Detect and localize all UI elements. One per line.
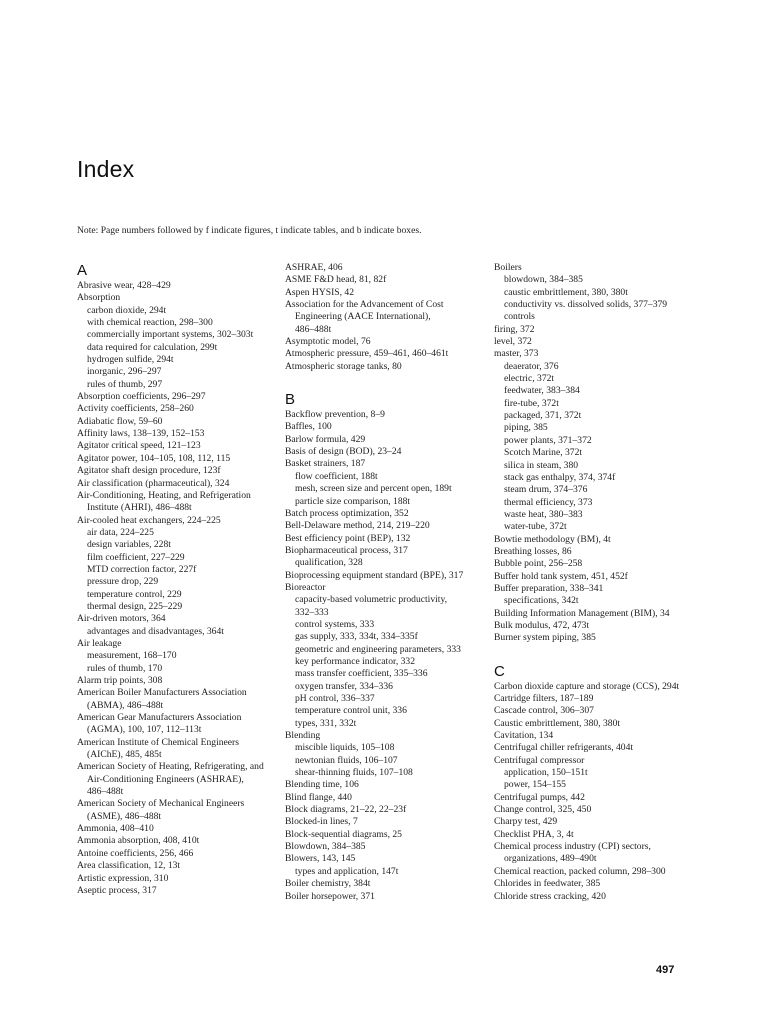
index-subentry: inorganic, 296–297 — [87, 366, 162, 378]
index-entry: Caustic embrittlement, 380, 380t — [494, 717, 621, 729]
index-subentry: oxygen transfer, 334–336 — [295, 680, 393, 692]
index-entry: Aspen HYSIS, 42 — [285, 286, 355, 298]
index-subentry: fire-tube, 372t — [504, 397, 559, 409]
index-subentry: newtonian fluids, 106–107 — [295, 754, 398, 766]
index-entry: Change control, 325, 450 — [494, 804, 592, 816]
index-entry: Abrasive wear, 428–429 — [77, 280, 171, 291]
index-entry: Blind flange, 440 — [285, 791, 352, 803]
index-subentry: film coefficient, 227–229 — [87, 551, 185, 563]
index-entry: Asymptotic model, 76 — [285, 336, 371, 348]
index-subentry: piping, 385 — [504, 422, 548, 434]
index-column-3 — [494, 262, 694, 903]
index-subentry: Air-Conditioning Engineers (ASHRAE), — [87, 773, 244, 785]
index-entry: firing, 372 — [494, 323, 535, 335]
index-subentry: (AIChE), 485, 485t — [87, 749, 162, 761]
index-subentry: mesh, screen size and percent open, 189t — [295, 483, 452, 495]
index-subentry: data required for calculation, 299t — [87, 341, 218, 353]
index-entry: Blowdown, 384–385 — [285, 841, 366, 853]
index-entry: Atmospheric pressure, 459–461, 460–461t — [285, 348, 449, 360]
page-title: Index — [77, 156, 135, 182]
index-subentry: Scotch Marine, 372t — [504, 447, 583, 459]
index-entry: Centrifugal pumps, 442 — [494, 791, 585, 803]
index-entry: Agitator shaft design procedure, 123f — [77, 465, 221, 477]
section-letter: A — [77, 262, 88, 279]
index-entry: Agitator power, 104–105, 108, 112, 115 — [77, 452, 231, 464]
index-subentry: carbon dioxide, 294t — [87, 304, 167, 316]
index-subentry: packaged, 371, 372t — [504, 410, 582, 422]
section-letter: C — [494, 662, 505, 680]
index-subentry: gas supply, 333, 334t, 334–335f — [295, 631, 418, 643]
index-entry: Activity coefficients, 258–260 — [77, 403, 194, 415]
index-entry: Aseptic process, 317 — [77, 884, 157, 896]
index-entry: Absorption — [77, 292, 121, 304]
index-subentry: controls — [504, 311, 535, 323]
index-column-2 — [285, 262, 485, 903]
index-entry: Breathing losses, 86 — [494, 545, 572, 557]
index-subentry: deaerator, 376 — [504, 360, 559, 372]
index-subentry: application, 150–151t — [504, 767, 588, 779]
index-subentry: particle size comparison, 188t — [295, 495, 411, 507]
index-entry: Chemical process industry (CPI) sectors, — [494, 841, 651, 853]
index-subentry: types and application, 147t — [295, 865, 399, 877]
section-letter: B — [285, 391, 296, 409]
index-entry: Adiabatic flow, 59–60 — [77, 415, 163, 427]
index-column-1 — [77, 262, 277, 897]
index-subentry: capacity-based volumetric productivity, — [295, 594, 448, 606]
index-entry: Antoine coefficients, 256, 466 — [77, 847, 194, 859]
index-entry: Blending — [285, 730, 321, 742]
index-subentry: mass transfer coefficient, 335–336 — [295, 668, 428, 680]
index-entry: Atmospheric storage tanks, 80 — [285, 360, 402, 372]
section-gap — [285, 373, 485, 391]
index-subentry: thermal design, 225–229 — [87, 600, 183, 612]
index-entry: Best efficiency point (BEP), 132 — [285, 532, 411, 544]
index-entry: Air leakage — [77, 637, 122, 649]
index-entry: Cavitation, 134 — [494, 730, 554, 742]
index-subentry: feedwater, 383–384 — [504, 385, 580, 397]
index-subentry: waste heat, 380–383 — [504, 508, 583, 520]
index-entry: Building Information Management (BIM), 34 — [494, 607, 670, 619]
index-entry: Baffles, 100 — [285, 421, 332, 433]
index-entry: Association for the Advancement of Cost — [285, 299, 444, 311]
index-subentry: (ASME), 486–488t — [87, 810, 162, 822]
index-subentry: temperature control unit, 336 — [295, 705, 407, 717]
index-entry: Centrifugal compressor — [494, 754, 585, 766]
index-entry: Buffer hold tank system, 451, 452f — [494, 570, 628, 582]
index-subentry: design variables, 228t — [87, 539, 171, 551]
index-entry: Chemical reaction, packed column, 298–300 — [494, 865, 666, 877]
section-gap — [494, 645, 694, 663]
index-entry: Basket strainers, 187 — [285, 458, 366, 470]
index-entry: Cascade control, 306–307 — [494, 705, 594, 717]
index-entry: Barlow formula, 429 — [285, 433, 366, 445]
index-subentry: 332–333 — [295, 606, 329, 618]
index-entry: American Society of Mechanical Engineers — [77, 798, 245, 810]
index-entry: Bell-Delaware method, 214, 219–220 — [285, 520, 430, 532]
index-entry: Absorption coefficients, 296–297 — [77, 391, 206, 403]
index-subentry: qualification, 328 — [295, 557, 363, 569]
index-entry: Bioprocessing equipment standard (BPE), 317 — [285, 569, 464, 581]
index-subentry: steam drum, 374–376 — [504, 484, 588, 496]
index-subentry: Institute (AHRI), 486–488t — [87, 502, 192, 514]
page-number: 497 — [656, 964, 675, 976]
index-entry: Area classification, 12, 13t — [77, 860, 181, 872]
index-entry: Bowtie methodology (BM), 4t — [494, 533, 611, 545]
index-note: Note: Page numbers followed by f indicate figures, t indicate tables, and b indicate boxes. — [77, 225, 422, 236]
index-entry: Charpy test, 429 — [494, 816, 558, 828]
index-entry: ASME F&D head, 81, 82f — [285, 274, 387, 286]
index-entry: Centrifugal chiller refrigerants, 404t — [494, 742, 634, 754]
index-entry: Air classification (pharmaceutical), 324 — [77, 477, 230, 489]
index-entry: Boiler chemistry, 384t — [285, 878, 371, 890]
index-subentry: pressure drop, 229 — [87, 576, 159, 588]
index-entry: master, 373 — [494, 348, 539, 360]
index-entry: Bioreactor — [285, 581, 326, 593]
index-entry: Air-cooled heat exchangers, 224–225 — [77, 514, 221, 526]
index-subentry: water-tube, 372t — [504, 521, 567, 533]
index-subentry: caustic embrittlement, 380, 380t — [504, 286, 628, 298]
index-entry: American Boiler Manufacturers Association — [77, 687, 247, 699]
index-subentry: geometric and engineering parameters, 333 — [295, 643, 461, 655]
index-subentry: MTD correction factor, 227f — [87, 563, 197, 575]
index-entry: Air-Conditioning, Heating, and Refrigeration — [77, 489, 251, 501]
index-subentry: flow coefficient, 188t — [295, 470, 378, 482]
index-entry: Burner system piping, 385 — [494, 632, 596, 644]
index-entry: Basis of design (BOD), 23–24 — [285, 446, 402, 458]
index-entry: Block diagrams, 21–22, 22–23f — [285, 804, 407, 816]
index-subentry: pH control, 336–337 — [295, 693, 375, 704]
index-entry: Chloride stress cracking, 420 — [494, 890, 606, 902]
index-entry: Artistic expression, 310 — [77, 872, 169, 884]
index-entry: ASHRAE, 406 — [285, 262, 343, 273]
index-subentry: rules of thumb, 297 — [87, 378, 163, 390]
index-entry: Backflow prevention, 8–9 — [285, 409, 385, 421]
index-entry: Alarm trip points, 308 — [77, 675, 163, 686]
index-subentry: types, 331, 332t — [295, 717, 357, 729]
index-subentry: measurement, 168–170 — [87, 650, 177, 662]
index-subentry: miscible liquids, 105–108 — [295, 742, 395, 754]
index-entry: American Gear Manufacturers Association — [77, 712, 242, 724]
index-subentry: shear-thinning fluids, 107–108 — [295, 767, 413, 779]
index-subentry: commercially important systems, 302–303t — [87, 329, 254, 341]
index-entry: Bubble point, 256–258 — [494, 558, 583, 570]
index-entry: Boiler horsepower, 371 — [285, 890, 375, 902]
index-subentry: control systems, 333 — [295, 618, 375, 630]
index-subentry: 486–488t — [87, 786, 124, 798]
index-entry: Buffer preparation, 338–341 — [494, 582, 604, 594]
index-subentry: temperature control, 229 — [87, 588, 182, 600]
index-entry: Air-driven motors, 364 — [77, 613, 166, 625]
index-entry: Ammonia absorption, 408, 410t — [77, 835, 200, 847]
index-subentry: hydrogen sulfide, 294t — [87, 354, 174, 366]
index-subentry: thermal efficiency, 373 — [504, 496, 593, 508]
index-subentry: key performance indicator, 332 — [295, 655, 416, 667]
index-entry: Affinity laws, 138–139, 152–153 — [77, 428, 205, 440]
index-entry: Block-sequential diagrams, 25 — [285, 828, 402, 840]
index-subentry: stack gas enthalpy, 374, 374f — [504, 471, 616, 483]
index-subentry: power plants, 371–372 — [504, 434, 592, 446]
index-subentry: with chemical reaction, 298–300 — [87, 317, 213, 329]
index-subentry: Engineering (AACE International), — [295, 311, 431, 323]
index-subentry: blowdown, 384–385 — [504, 274, 583, 286]
index-subentry: air data, 224–225 — [87, 526, 154, 538]
index-entry: level, 372 — [494, 336, 532, 348]
index-subentry: (AGMA), 100, 107, 112–113t — [87, 724, 202, 736]
index-entry: Chlorides in feedwater, 385 — [494, 878, 601, 890]
index-subentry: silica in steam, 380 — [504, 459, 579, 471]
index-entry: Ammonia, 408–410 — [77, 823, 154, 835]
index-entry: Boilers — [494, 262, 522, 273]
index-subentry: advantages and disadvantages, 364t — [87, 625, 224, 637]
index-subentry: rules of thumb, 170 — [87, 662, 163, 674]
index-entry: Batch process optimization, 352 — [285, 507, 409, 519]
index-entry: American Society of Heating, Refrigerating, and — [77, 761, 264, 773]
index-entry: Blowers, 143, 145 — [285, 853, 356, 865]
index-entry: Biopharmaceutical process, 317 — [285, 544, 408, 556]
index-subentry: power, 154–155 — [504, 779, 566, 791]
index-entry: Cartridge filters, 187–189 — [494, 693, 594, 704]
index-subentry: electric, 372t — [504, 373, 555, 385]
index-entry: American Institute of Chemical Engineers — [77, 736, 239, 748]
index-entry: Carbon dioxide capture and storage (CCS), 294t — [494, 680, 680, 692]
index-entry: Checklist PHA, 3, 4t — [494, 828, 574, 840]
index-subentry: specifications, 342t — [504, 595, 579, 607]
index-entry: Agitator critical speed, 121–123 — [77, 440, 201, 452]
index-subentry: organizations, 489–490t — [504, 853, 597, 865]
index-subentry: conductivity vs. dissolved solids, 377–379 — [504, 299, 668, 311]
index-subentry: (ABMA), 486–488t — [87, 699, 164, 711]
index-entry: Blocked-in lines, 7 — [285, 816, 358, 828]
index-entry: Bulk modulus, 472, 473t — [494, 619, 590, 631]
index-subentry: 486–488t — [295, 323, 332, 335]
index-entry: Blending time, 106 — [285, 779, 359, 791]
